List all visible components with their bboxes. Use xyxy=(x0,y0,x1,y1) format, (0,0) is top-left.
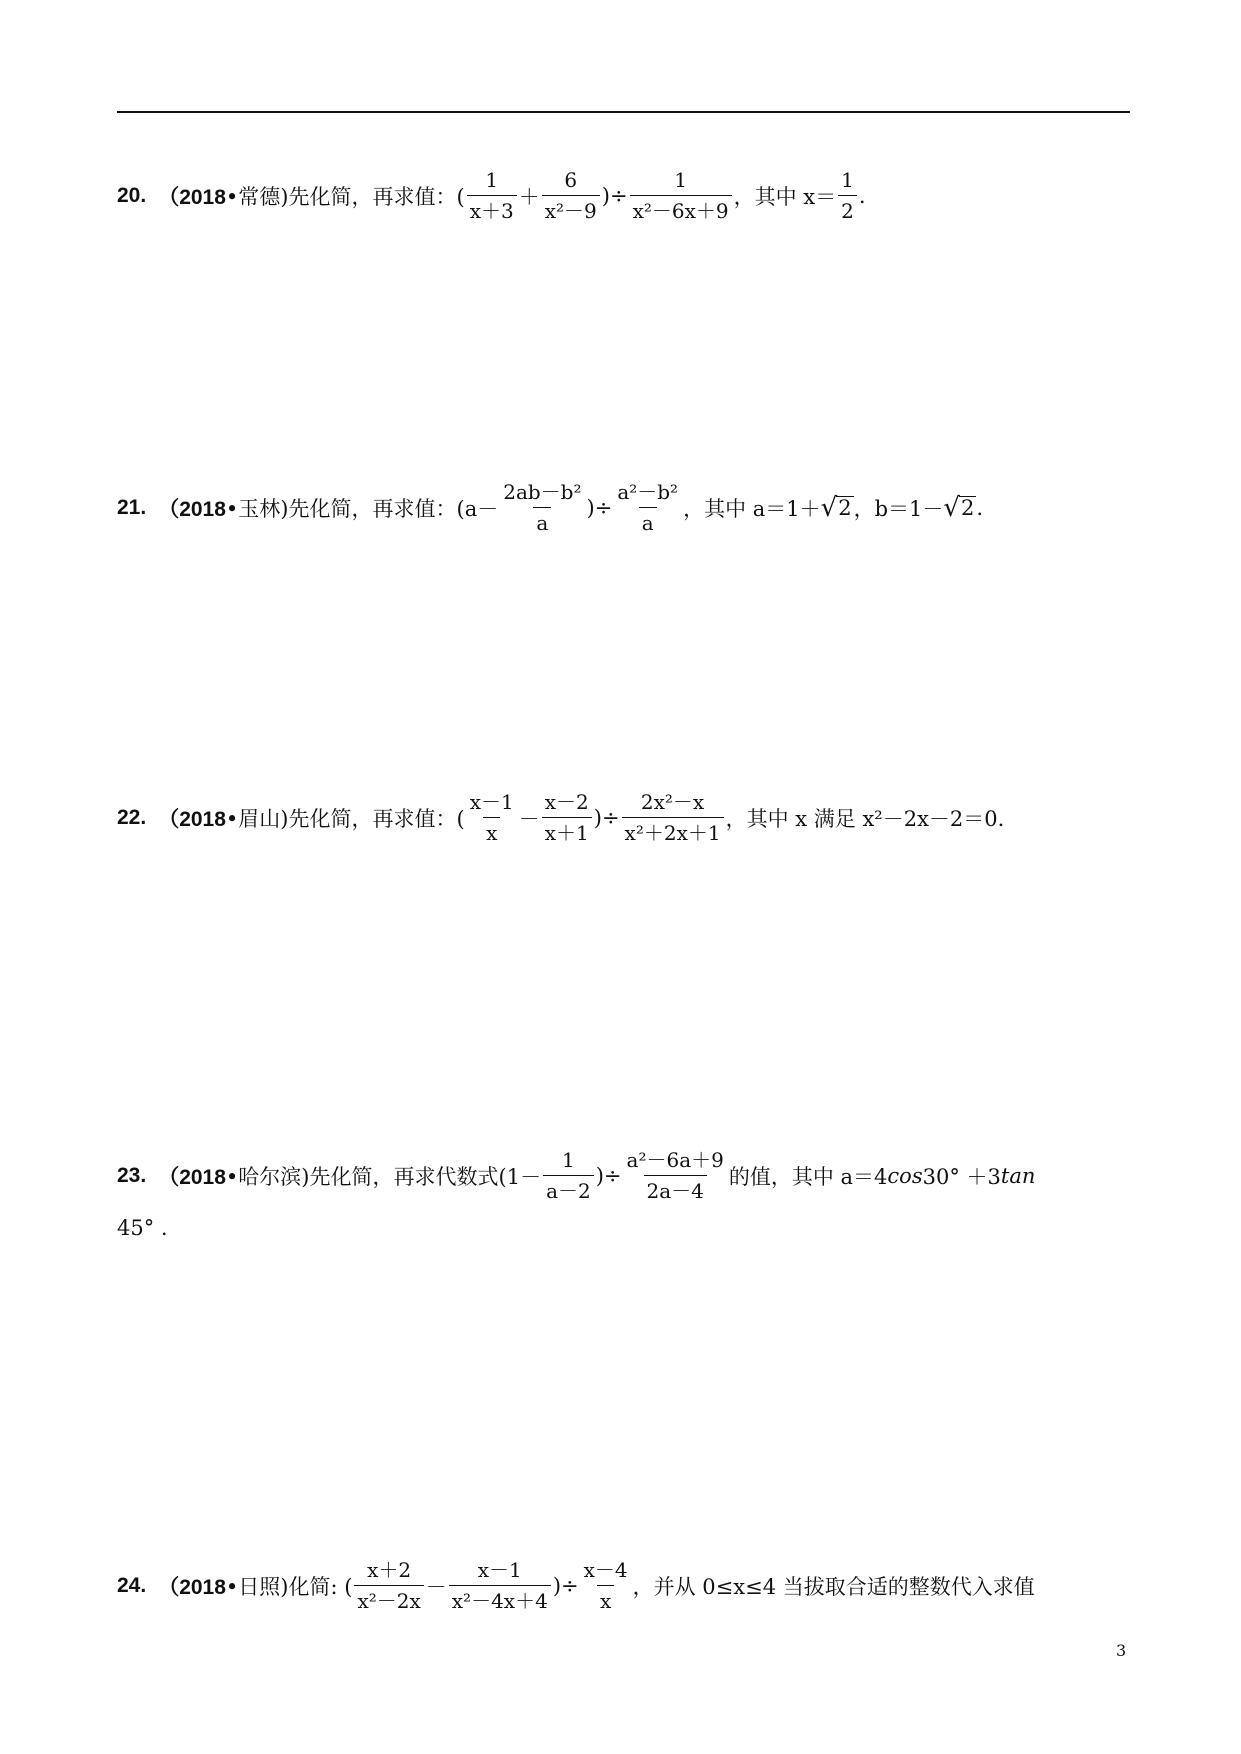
fraction xyxy=(614,480,681,535)
condition-text: ，其中 a＝1＋ xyxy=(683,496,821,521)
problem-24 xyxy=(117,1558,1035,1613)
problem-number: 24. xyxy=(117,1573,147,1597)
operator: )÷ xyxy=(552,1573,579,1598)
fraction xyxy=(838,168,857,223)
problem-23 xyxy=(117,1148,1035,1203)
numerator: 1 xyxy=(674,168,687,192)
fraction xyxy=(581,1558,631,1613)
square-root xyxy=(943,492,976,523)
numerator: a²－6a＋9 xyxy=(626,1148,724,1172)
instruction: 先化简，再求代数式(1－ xyxy=(309,1164,542,1189)
denominator: x xyxy=(597,1585,614,1613)
operator: － xyxy=(518,806,540,831)
denominator: x²－4x＋4 xyxy=(449,1585,551,1613)
denominator: a xyxy=(533,507,551,535)
numerator: a²－b² xyxy=(617,480,679,504)
source-place: •玉林) xyxy=(225,496,289,521)
denominator: 2a－4 xyxy=(644,1175,707,1203)
numerator: 2x²－x xyxy=(640,790,705,814)
fraction xyxy=(500,480,584,535)
operator: )÷ xyxy=(595,1163,622,1188)
numerator: 2ab－b² xyxy=(503,480,582,504)
instruction: 化简: ( xyxy=(288,1574,353,1599)
source-place: •日照) xyxy=(225,1574,289,1599)
problem-number: 23. xyxy=(117,1163,147,1187)
denominator: x＋3 xyxy=(467,195,517,223)
condition-text: ，其中 x＝ xyxy=(733,184,837,209)
numerator: 1 xyxy=(841,168,854,192)
numerator: 1 xyxy=(562,1148,575,1172)
operator: )÷ xyxy=(593,805,620,830)
fraction xyxy=(624,1148,727,1203)
square-root xyxy=(820,492,854,523)
denominator: a xyxy=(639,507,657,535)
problem-22 xyxy=(117,790,1004,845)
end-mark: . xyxy=(976,495,984,520)
fraction xyxy=(543,1148,594,1203)
source-place: •哈尔滨) xyxy=(225,1164,310,1189)
operator: )÷ xyxy=(601,183,628,208)
source-place: •常德) xyxy=(225,184,289,209)
condition-text: ，其中 x 满足 x²－2x－2＝0. xyxy=(725,806,1005,831)
fraction xyxy=(467,790,517,845)
numerator: 6 xyxy=(564,168,578,192)
operator: － xyxy=(425,1574,447,1599)
denominator: a－2 xyxy=(543,1175,594,1203)
denominator: x²－9 xyxy=(542,195,600,223)
fraction xyxy=(630,168,732,223)
fraction xyxy=(622,790,724,845)
fraction xyxy=(354,1558,423,1613)
source-year: （2018 xyxy=(158,185,226,209)
radical-sign-icon: √ xyxy=(820,492,838,523)
denominator: x²－2x xyxy=(354,1585,423,1613)
problem-number: 22. xyxy=(117,805,147,829)
source-year: （2018 xyxy=(158,1575,226,1599)
instruction: 先化简，再求值：( xyxy=(288,184,465,209)
fraction xyxy=(542,168,600,223)
source-year: （2018 xyxy=(158,497,226,521)
denominator: 2 xyxy=(838,195,857,223)
tan-function: tan xyxy=(1000,1163,1036,1188)
operator: )÷ xyxy=(586,495,613,520)
condition-text: ，b＝1－ xyxy=(853,496,944,521)
radicand: 2 xyxy=(838,496,852,520)
cos-function: cos xyxy=(887,1163,923,1188)
problem-number: 20. xyxy=(117,183,147,207)
condition-text: 的值，其中 a＝4 xyxy=(728,1164,888,1189)
radicand: 2 xyxy=(960,496,975,520)
numerator: x＋2 xyxy=(367,1558,412,1582)
source-place: •眉山) xyxy=(225,806,289,831)
numerator: x－1 xyxy=(469,790,514,814)
numerator: x－2 xyxy=(544,790,589,814)
header-rule xyxy=(117,111,1130,113)
fraction xyxy=(467,168,517,223)
fraction xyxy=(449,1558,551,1613)
denominator: x²－6x＋9 xyxy=(630,195,732,223)
denominator: x＋1 xyxy=(542,817,592,845)
denominator: x²＋2x＋1 xyxy=(622,817,724,845)
numerator: 1 xyxy=(485,168,499,192)
problem-23-continuation: 45° . xyxy=(117,1216,168,1240)
problem-number: 21. xyxy=(117,495,147,519)
numerator: x－4 xyxy=(583,1558,628,1582)
problem-21 xyxy=(117,480,983,535)
numerator: x－1 xyxy=(477,1558,522,1582)
radical-sign-icon: √ xyxy=(943,492,960,523)
fraction xyxy=(542,790,592,845)
page-number: 3 xyxy=(1116,1641,1127,1660)
condition-text: ，并从 0≤x≤4 当拔取合适的整数代入求值 xyxy=(632,1574,1035,1599)
denominator: x xyxy=(483,817,500,845)
problem-20 xyxy=(117,168,866,223)
instruction: 先化简，再求值：( xyxy=(288,806,465,831)
operator: ＋ xyxy=(518,184,540,209)
source-year: （2018 xyxy=(158,807,226,831)
condition-text: 30° ＋3 xyxy=(922,1164,1001,1189)
source-year: （2018 xyxy=(158,1165,226,1189)
end-mark: . xyxy=(858,183,866,208)
instruction: 先化简，再求值：(a－ xyxy=(288,496,499,521)
